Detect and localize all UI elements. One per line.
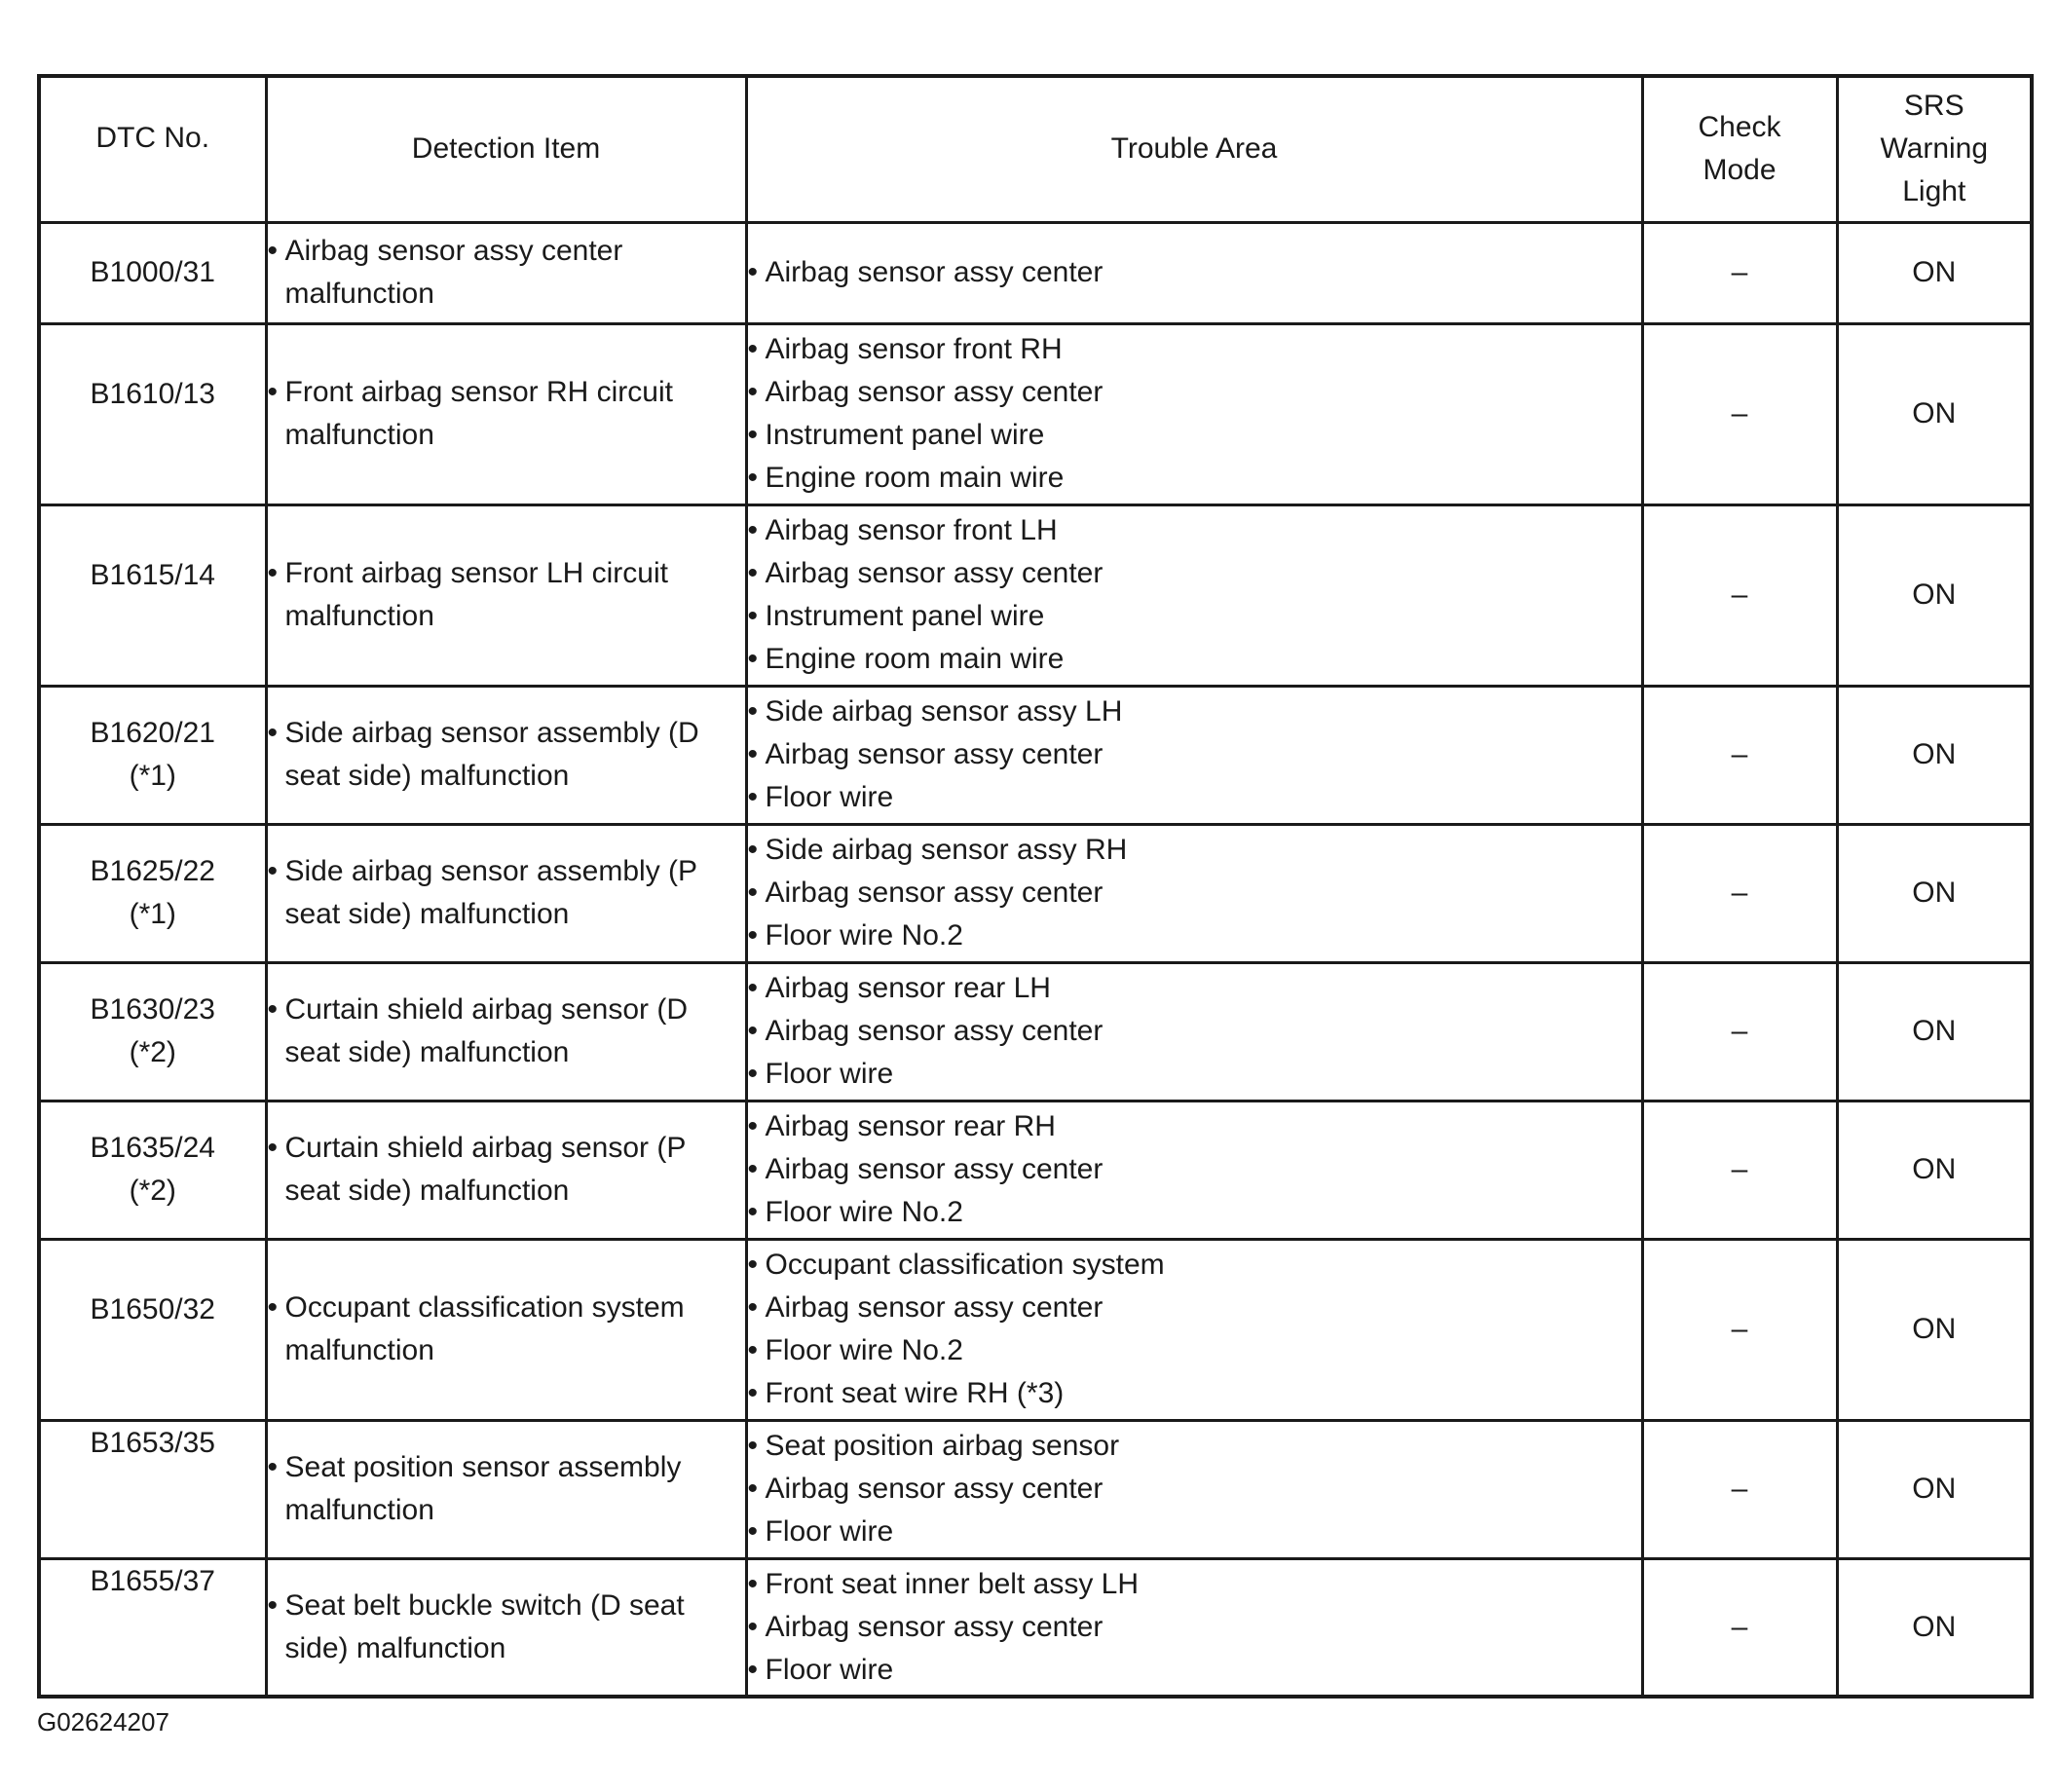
trouble-area-item <box>748 1511 1641 1553</box>
detection-text: Front airbag sensor RH circuit malfunction <box>284 376 673 451</box>
trouble-area-item <box>748 457 1641 500</box>
detection-cell <box>266 824 746 962</box>
table-row <box>39 824 2032 962</box>
header-check-mode-line: Mode <box>1703 154 1777 187</box>
dtc-cell <box>39 962 266 1101</box>
bullet-icon: • <box>747 514 759 546</box>
detection-item <box>268 1127 745 1213</box>
detection-item <box>268 552 745 638</box>
trouble-area-text: Floor wire <box>765 1653 894 1686</box>
srs-warning-light-cell: ON <box>1837 824 2032 962</box>
detection-cell <box>266 1420 746 1558</box>
table-row <box>39 1239 2032 1420</box>
dtc-cell <box>39 1420 266 1558</box>
dtc-code: B1655/37 <box>90 1564 215 1597</box>
trouble-area-text: Airbag sensor assy center <box>765 1473 1104 1505</box>
bullet-icon: • <box>267 376 279 408</box>
bullet-icon: • <box>747 1653 759 1686</box>
trouble-area-text: Airbag sensor assy center <box>765 1015 1104 1047</box>
dtc-cell <box>39 686 266 824</box>
trouble-area-cell <box>746 323 1642 504</box>
header-row <box>39 76 2032 222</box>
trouble-area-item <box>748 1329 1641 1372</box>
trouble-area-text: Airbag sensor assy center <box>765 1610 1104 1643</box>
bullet-icon: • <box>747 972 759 1004</box>
trouble-area-item <box>748 414 1641 457</box>
trouble-area-item <box>748 1649 1641 1692</box>
trouble-area-text: Instrument panel wire <box>765 600 1045 632</box>
trouble-area-item <box>748 328 1641 371</box>
trouble-area-text: Airbag sensor assy center <box>765 877 1104 909</box>
trouble-area-item <box>748 1148 1641 1191</box>
header-dtc-no-label: DTC No. <box>95 122 210 154</box>
trouble-area-cell <box>746 962 1642 1101</box>
trouble-area-text: Airbag sensor assy center <box>765 1291 1104 1324</box>
bullet-icon: • <box>267 1132 279 1164</box>
bullet-icon: • <box>747 1473 759 1505</box>
trouble-area-item <box>748 1468 1641 1511</box>
check-mode-cell: – <box>1642 686 1837 824</box>
detection-text: Front airbag sensor LH circuit malfunction <box>284 557 668 632</box>
check-mode-cell: – <box>1642 962 1837 1101</box>
dtc-table <box>37 74 2034 1699</box>
table-row <box>39 222 2032 323</box>
detection-text: Seat belt buckle switch (D seat side) malfunction <box>284 1588 685 1664</box>
check-mode-cell: – <box>1642 323 1837 504</box>
detection-item <box>268 989 745 1074</box>
trouble-area-cell <box>746 1239 1642 1420</box>
trouble-area-text: Floor wire No.2 <box>765 919 963 952</box>
detection-item <box>268 1287 745 1372</box>
trouble-area-item <box>748 1425 1641 1468</box>
trouble-area-text: Airbag sensor front RH <box>765 333 1063 365</box>
detection-item <box>268 712 745 798</box>
bullet-icon: • <box>747 600 759 632</box>
trouble-area-item <box>748 829 1641 872</box>
bullet-icon: • <box>267 1451 279 1483</box>
trouble-area-text: Instrument panel wire <box>765 419 1045 451</box>
figure-id: G02624207 <box>37 1707 169 1736</box>
bullet-icon: • <box>267 235 279 267</box>
bullet-icon: • <box>267 717 279 749</box>
table-row <box>39 323 2032 504</box>
bullet-icon: • <box>267 993 279 1026</box>
trouble-area-item <box>748 733 1641 776</box>
detection-item <box>268 850 745 936</box>
dtc-cell <box>39 1101 266 1239</box>
trouble-area-item <box>748 872 1641 915</box>
trouble-area-text: Airbag sensor front LH <box>765 514 1058 546</box>
trouble-area-item <box>748 1372 1641 1415</box>
detection-cell <box>266 686 746 824</box>
trouble-area-text: Side airbag sensor assy RH <box>765 834 1128 866</box>
trouble-area-text: Airbag sensor assy center <box>765 738 1104 770</box>
check-mode-cell: – <box>1642 504 1837 686</box>
detection-text: Curtain shield airbag sensor (D seat side) malfunction <box>284 993 689 1068</box>
detection-item <box>268 1585 745 1670</box>
trouble-area-text: Engine room main wire <box>765 643 1065 675</box>
trouble-area-text: Floor wire <box>765 1515 894 1548</box>
trouble-area-item <box>748 552 1641 595</box>
trouble-area-text: Floor wire No.2 <box>765 1334 963 1366</box>
dtc-cell <box>39 504 266 686</box>
detection-text: Side airbag sensor assembly (P seat side) malfunction <box>284 855 697 930</box>
detection-cell <box>266 962 746 1101</box>
dtc-table-body <box>39 222 2032 1697</box>
bullet-icon: • <box>747 256 759 288</box>
trouble-area-text: Side airbag sensor assy LH <box>765 695 1123 728</box>
trouble-area-item <box>748 776 1641 819</box>
trouble-area-text: Airbag sensor rear LH <box>765 972 1051 1004</box>
trouble-area-text: Occupant classification system <box>765 1249 1165 1281</box>
dtc-cell <box>39 1239 266 1420</box>
trouble-area-item <box>748 638 1641 681</box>
srs-warning-light-cell: ON <box>1837 1239 2032 1420</box>
trouble-area-text: Floor wire <box>765 1058 894 1090</box>
trouble-area-cell <box>746 1420 1642 1558</box>
table-row <box>39 1101 2032 1239</box>
dtc-code: B1625/22 <box>90 855 215 887</box>
table-row <box>39 1420 2032 1558</box>
trouble-area-text: Floor wire <box>765 781 894 813</box>
bullet-icon: • <box>747 781 759 813</box>
bullet-icon: • <box>747 557 759 589</box>
check-mode-cell: – <box>1642 222 1837 323</box>
dtc-cell <box>39 323 266 504</box>
header-srs-line: SRS <box>1903 90 1964 123</box>
bullet-icon: • <box>747 462 759 494</box>
detection-cell <box>266 504 746 686</box>
table-row <box>39 1558 2032 1697</box>
bullet-icon: • <box>267 557 279 589</box>
header-check-mode <box>1642 76 1837 222</box>
trouble-area-item <box>748 1053 1641 1096</box>
srs-warning-light-cell: ON <box>1837 504 2032 686</box>
check-mode-cell: – <box>1642 1239 1837 1420</box>
header-srs-line: Warning <box>1880 132 1989 166</box>
trouble-area-cell <box>746 1101 1642 1239</box>
header-detection-item <box>266 76 746 222</box>
trouble-area-text: Airbag sensor assy center <box>765 557 1104 589</box>
detection-item <box>268 1446 745 1532</box>
trouble-area-item <box>748 691 1641 733</box>
header-srs-line: Light <box>1902 175 1966 208</box>
trouble-area-item <box>748 1191 1641 1234</box>
dtc-code: B1630/23 <box>90 993 215 1026</box>
bullet-icon: • <box>747 695 759 728</box>
header-check-mode-line: Check <box>1698 111 1781 144</box>
dtc-code: B1610/13 <box>90 378 215 410</box>
srs-warning-light-cell: ON <box>1837 686 2032 824</box>
trouble-area-item <box>748 1105 1641 1148</box>
srs-warning-light-cell: ON <box>1837 962 2032 1101</box>
table-row <box>39 962 2032 1101</box>
check-mode-cell: – <box>1642 1420 1837 1558</box>
detection-cell <box>266 323 746 504</box>
bullet-icon: • <box>747 1291 759 1324</box>
detection-text: Seat position sensor assembly malfunction <box>284 1451 682 1526</box>
header-dtc-no <box>39 76 266 222</box>
bullet-icon: • <box>267 855 279 887</box>
dtc-cell <box>39 1558 266 1697</box>
srs-warning-light-cell: ON <box>1837 323 2032 504</box>
bullet-icon: • <box>747 333 759 365</box>
bullet-icon: • <box>747 1430 759 1462</box>
dtc-code: B1650/32 <box>90 1293 215 1325</box>
detection-text: Occupant classification system malfunction <box>284 1291 685 1366</box>
bullet-icon: • <box>267 1588 279 1622</box>
check-mode-cell: – <box>1642 1101 1837 1239</box>
trouble-area-item <box>748 1563 1641 1606</box>
bullet-icon: • <box>747 1196 759 1228</box>
bullet-icon: • <box>747 376 759 408</box>
trouble-area-item <box>748 915 1641 957</box>
trouble-area-text: Seat position airbag sensor <box>765 1430 1120 1462</box>
trouble-area-cell <box>746 1558 1642 1697</box>
trouble-area-cell <box>746 686 1642 824</box>
trouble-area-item <box>748 509 1641 552</box>
detection-text: Curtain shield airbag sensor (P seat side) malfunction <box>284 1132 686 1207</box>
trouble-area-item <box>748 1010 1641 1053</box>
header-detection-item-label: Detection Item <box>411 132 601 166</box>
dtc-note: (*1) <box>129 898 176 930</box>
trouble-area-item <box>748 251 1641 294</box>
bullet-icon: • <box>747 919 759 952</box>
bullet-icon: • <box>747 1334 759 1366</box>
bullet-icon: • <box>747 1567 759 1600</box>
srs-warning-light-cell: ON <box>1837 222 2032 323</box>
table-row <box>39 686 2032 824</box>
srs-warning-light-cell: ON <box>1837 1558 2032 1697</box>
header-srs-warning-light <box>1837 76 2032 222</box>
trouble-area-text: Front seat inner belt assy LH <box>765 1567 1140 1600</box>
bullet-icon: • <box>747 419 759 451</box>
dtc-note: (*2) <box>129 1175 176 1207</box>
dtc-code: B1653/35 <box>90 1426 215 1459</box>
header-trouble-area <box>746 76 1642 222</box>
bullet-icon: • <box>747 1377 759 1409</box>
dtc-note: (*1) <box>129 760 176 792</box>
detection-cell <box>266 1239 746 1420</box>
srs-warning-light-cell: ON <box>1837 1420 2032 1558</box>
trouble-area-item <box>748 1606 1641 1649</box>
bullet-icon: • <box>747 1610 759 1643</box>
bullet-icon: • <box>747 1110 759 1142</box>
dtc-code: B1000/31 <box>90 256 215 288</box>
trouble-area-item <box>748 371 1641 414</box>
bullet-icon: • <box>747 1515 759 1548</box>
trouble-area-text: Floor wire No.2 <box>765 1196 963 1228</box>
bullet-icon: • <box>747 643 759 675</box>
trouble-area-text: Front seat wire RH (*3) <box>765 1377 1065 1409</box>
trouble-area-cell <box>746 824 1642 962</box>
detection-cell <box>266 222 746 323</box>
trouble-area-text: Airbag sensor rear RH <box>765 1110 1056 1142</box>
trouble-area-item <box>748 1287 1641 1329</box>
trouble-area-cell <box>746 222 1642 323</box>
dtc-code: B1620/21 <box>90 717 215 749</box>
dtc-cell <box>39 824 266 962</box>
trouble-area-item <box>748 967 1641 1010</box>
bullet-icon: • <box>747 1249 759 1281</box>
detection-cell <box>266 1101 746 1239</box>
bullet-icon: • <box>747 834 759 866</box>
trouble-area-item <box>748 595 1641 638</box>
bullet-icon: • <box>267 1291 279 1324</box>
check-mode-cell: – <box>1642 1558 1837 1697</box>
dtc-code: B1635/24 <box>90 1132 215 1164</box>
detection-cell <box>266 1558 746 1697</box>
bullet-icon: • <box>747 1015 759 1047</box>
bullet-icon: • <box>747 738 759 770</box>
detection-item <box>268 371 745 457</box>
detection-text: Side airbag sensor assembly (D seat side) malfunction <box>284 717 699 792</box>
bullet-icon: • <box>747 1058 759 1090</box>
bullet-icon: • <box>747 877 759 909</box>
table-row <box>39 504 2032 686</box>
trouble-area-text: Airbag sensor assy center <box>765 376 1104 408</box>
detection-text: Airbag sensor assy center malfunction <box>284 235 623 310</box>
trouble-area-text: Engine room main wire <box>765 462 1065 494</box>
header-trouble-area-label: Trouble Area <box>1110 132 1278 166</box>
dtc-cell <box>39 222 266 323</box>
dtc-code: B1615/14 <box>90 559 215 591</box>
srs-warning-light-cell: ON <box>1837 1101 2032 1239</box>
trouble-area-text: Airbag sensor assy center <box>765 256 1104 288</box>
check-mode-cell: – <box>1642 824 1837 962</box>
bullet-icon: • <box>747 1153 759 1185</box>
detection-item <box>268 230 745 316</box>
trouble-area-item <box>748 1244 1641 1287</box>
trouble-area-cell <box>746 504 1642 686</box>
trouble-area-text: Airbag sensor assy center <box>765 1153 1104 1185</box>
dtc-note: (*2) <box>129 1036 176 1068</box>
